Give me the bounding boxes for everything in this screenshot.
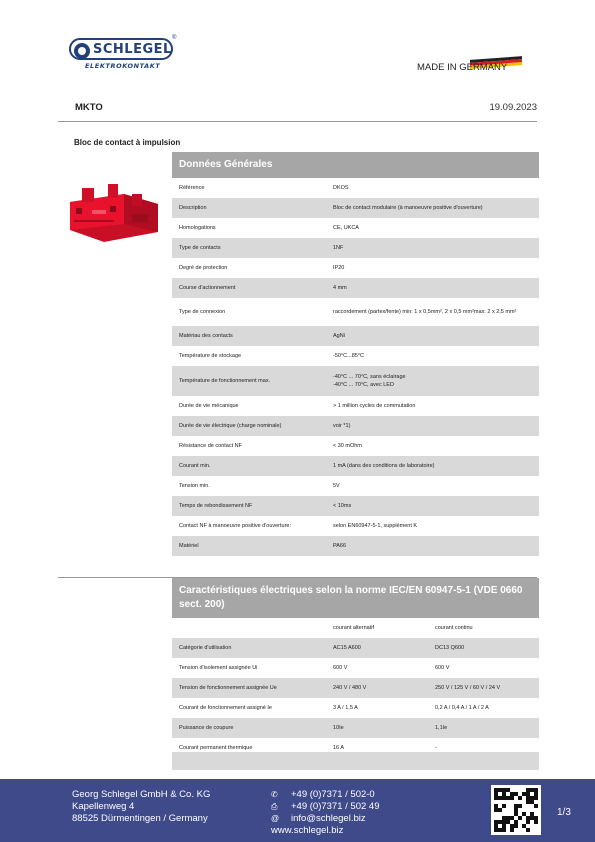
table-row [172, 326, 539, 346]
row-label: Course d'actionnement [179, 285, 236, 291]
phone-number[interactable]: +49 (0)7371 / 502-0 [291, 789, 375, 800]
table-row [172, 638, 539, 658]
product-subtitle: Bloc de contact à impulsion [74, 138, 181, 147]
row-value-dc: 0,2 A / 0,4 A / 1 A / 2 A [435, 705, 489, 711]
row-label: Description [179, 205, 207, 211]
row-label: Type de connexion [179, 309, 226, 315]
general-data-title: Données Générales [172, 152, 539, 178]
general-data-table [172, 152, 539, 556]
logo-emblem-icon [74, 43, 90, 59]
row-value-dc: 600 V [435, 665, 450, 671]
row-value-dc: 1,1Ie [435, 725, 448, 731]
row-label: Référence [179, 185, 205, 191]
row-value: CE, UKCA [333, 225, 359, 231]
row-value: -40°C ... 70°C, sans éclairage -40°C ... 70°C, avec LED [333, 374, 406, 388]
product-code: MKTO [75, 102, 103, 113]
table-row [172, 718, 539, 738]
table-row [172, 396, 539, 416]
row-value-dc: - [435, 745, 437, 751]
phone-icon: ✆ [271, 790, 278, 799]
electrical-title: Caractéristiques électriques selon la norme IEC/EN 60947-5-1 (VDE 0660 sect. 200) [172, 578, 539, 618]
table-row [172, 456, 539, 476]
table-row [172, 678, 539, 698]
website-link[interactable]: www.schlegel.biz [271, 825, 344, 836]
table-row [172, 658, 539, 678]
row-label: Type de contacts [179, 245, 221, 251]
row-label: Température de fonctionnement max. [179, 378, 271, 384]
table-row [172, 298, 539, 326]
row-value: < 30 mOhm [333, 443, 362, 449]
logo-subtitle: ELEKTROKONTAKT [85, 62, 161, 70]
row-label: Courant de fonctionnement assigné Ie [179, 705, 272, 711]
row-label: Contact NF à manoeuvre positive d'ouverture: [179, 523, 292, 529]
row-label: Catégorie d'utilisation [179, 645, 232, 651]
page-number: 1/3 [557, 807, 571, 818]
row-value-ac: AC15 A600 [333, 645, 361, 651]
table-row [172, 218, 539, 238]
table-row [172, 178, 539, 198]
row-value: 1NF [333, 245, 344, 251]
table-bottom-bar [172, 752, 539, 770]
row-value: 1 mA (dans des conditions de laboratoire) [333, 463, 435, 469]
row-value: > 1 million cycles de commutation [333, 403, 416, 409]
row-value-ac: 240 V / 480 V [333, 685, 367, 691]
electrical-characteristics-table [172, 578, 539, 758]
row-label: Durée de vie électrique (charge nominale) [179, 423, 282, 429]
table-row [172, 278, 539, 298]
row-label: Matériau des contacts [179, 333, 233, 339]
row-value: Bloc de contact modulaire (à manoeuvre positive d'ouverture) [333, 205, 483, 211]
schlegel-logo [69, 35, 177, 72]
row-value: < 10ms [333, 503, 352, 509]
row-value: -50°C...85°C [333, 353, 364, 359]
row-value: 5V [333, 483, 340, 489]
row-value-ac: 600 V [333, 665, 348, 671]
row-value: AgNi [333, 333, 345, 339]
row-label: Tension min. [179, 483, 210, 489]
table-row [172, 536, 539, 556]
qr-code-icon[interactable] [491, 785, 541, 835]
row-label: Courant min. [179, 463, 211, 469]
row-label: Tension de fonctionnement assignée Ue [179, 685, 277, 691]
company-name: Georg Schlegel GmbH & Co. KG [72, 789, 211, 800]
row-value-ac: 3 A / 1,5 A [333, 705, 358, 711]
made-in-label: MADE IN GERMANY [417, 62, 508, 73]
row-label: Tension d'isolement assignée Ui [179, 665, 258, 671]
fax-icon: ⎙ [271, 802, 278, 811]
row-label: Homologations [179, 225, 216, 231]
table-row [172, 436, 539, 456]
row-value-dc: 250 V / 125 V / 60 V / 24 V [435, 685, 501, 691]
column-header-dc: courant continu [435, 625, 473, 631]
column-header-empty [172, 618, 333, 638]
company-contact [271, 789, 379, 837]
header-divider [58, 121, 537, 122]
table-row [172, 198, 539, 218]
row-value: raccordement (partex/fente) min: 1 x 0,5mm², 2 x 0,5 mm²max: 2 x 2,5 mm² [333, 309, 517, 315]
row-value: IP20 [333, 265, 345, 271]
company-address [72, 789, 210, 825]
table-row [172, 346, 539, 366]
row-label: Résistance de contact NF [179, 443, 242, 449]
fax-number: +49 (0)7371 / 502 49 [291, 801, 380, 812]
row-label: Température de stockage [179, 353, 242, 359]
row-value: PA66 [333, 543, 347, 549]
company-street: Kapellenweg 4 [72, 801, 135, 812]
row-value: selon EN60947-5-1, supplément K [333, 523, 418, 529]
row-value: 4 mm [333, 285, 347, 291]
table-row [172, 516, 539, 536]
table-row [172, 416, 539, 436]
table-row [172, 258, 539, 278]
table-row [172, 238, 539, 258]
table-row [172, 476, 539, 496]
row-value-dc: DC13 Q600 [435, 645, 465, 651]
row-label: Courant permanent thermique [179, 745, 253, 751]
row-value-ac: 10Ie [333, 725, 344, 731]
footer [0, 779, 595, 842]
row-label: Matériel [179, 543, 199, 549]
registered-mark: ® [172, 35, 177, 41]
table-row [172, 496, 539, 516]
logo-badge [69, 38, 173, 60]
row-value-ac: 16 A [333, 745, 345, 751]
column-header-ac: courant alternatif [333, 625, 374, 631]
row-label: Puissance de coupure [179, 725, 234, 731]
table-row [172, 698, 539, 718]
logo-text: SCHLEGEL [93, 42, 172, 57]
product-image [62, 180, 162, 244]
company-city: 88525 Dürmentingen / Germany [72, 813, 208, 824]
row-value: DKOS [333, 185, 349, 191]
document-date: 19.09.2023 [489, 102, 537, 113]
row-label: Degré de protection [179, 265, 228, 271]
electrical-column-headers [172, 618, 539, 638]
table-row [172, 366, 539, 396]
row-label: Temps de rebondissement NF [179, 503, 253, 509]
email-link[interactable]: info@schlegel.biz [291, 813, 366, 824]
row-label: Durée de vie mécanique [179, 403, 239, 409]
email-icon: @ [271, 814, 280, 823]
row-value: voir *1) [333, 423, 351, 429]
